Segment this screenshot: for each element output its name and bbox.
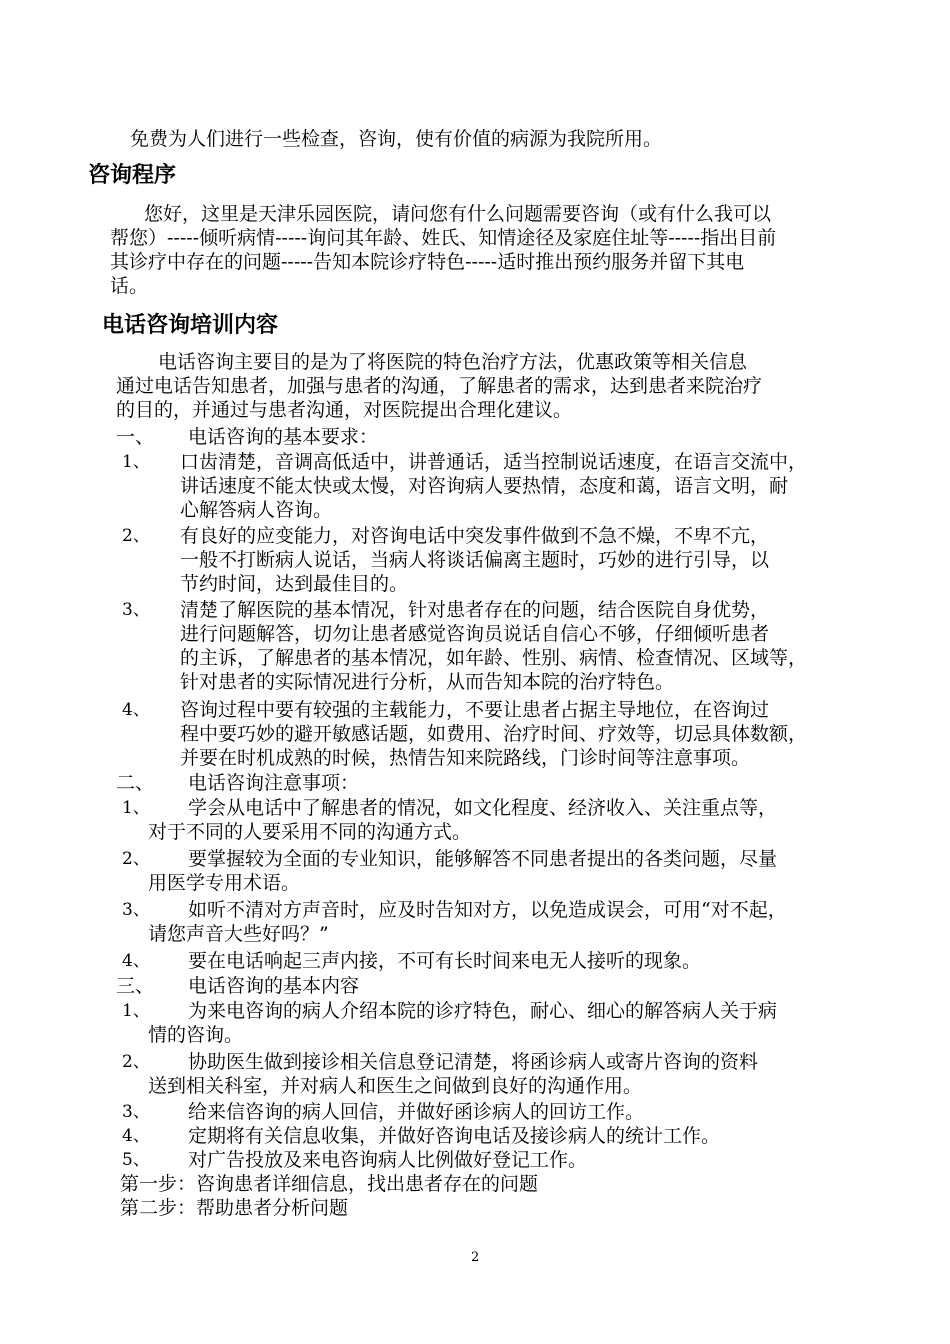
part1-item1-line: 心解答病人咨询。 [180,499,333,521]
part1-item3-number: 3、 [122,600,150,620]
part3-item5-line: 对广告投放及来电咨询病人比例做好登记工作。 [188,1149,588,1171]
procedure-line: 其诊疗中存在的问题-----告知本院诊疗特色-----适时推出预约服务并留下其电 [110,251,745,273]
part2-item2-number: 2、 [122,849,150,869]
training-intro-line: 电话咨询主要目的是为了将医院的特色治疗方法，优惠政策等相关信息 [158,351,748,373]
part2-item1-line: 学会从电话中了解患者的情况，如文化程度、经济收入、关注重点等， [188,797,778,819]
part3-item3-number: 3、 [122,1102,150,1122]
part2-item3-line: 如听不清对方声音时，应及时告知对方，以免造成误会，可用“对不起， [188,899,787,921]
part2-title: 电话咨询注意事项： [188,772,360,794]
heading-phone-training: 电话咨询培训内容 [102,313,279,338]
step-two: 第二步：帮助患者分析问题 [120,1197,349,1219]
part1-item4-line: 咨询过程中要有较强的主载能力，不要让患者占据主导地位，在咨询过 [180,699,770,721]
part1-item4-line: 程中要巧妙的避开敏感话题，如费用、治疗时间、疗效等，切忌具体数额， [180,723,808,745]
part2-item4-line: 要在电话响起三声内接，不可有长时间来电无人接听的现象。 [188,950,702,972]
training-intro-line: 通过电话告知患者，加强与患者的沟通，了解患者的需求，达到患者来院治疗 [116,375,763,397]
heading-consult-procedure: 咨询程序 [88,163,177,188]
part1-item3-line: 针对患者的实际情况进行分析，从而告知本院的治疗特色。 [180,671,675,693]
part1-item2-number: 2、 [122,526,150,546]
part3-item2-line: 协助医生做到接诊相关信息登记清楚，将函诊病人或寄片咨询的资料 [188,1051,759,1073]
part3-number: 三、 [116,975,155,997]
part3-item4-number: 4、 [122,1126,150,1146]
part3-item1-line: 情的咨询。 [148,1024,244,1046]
part1-item2-line: 有良好的应变能力，对咨询电话中突发事件做到不急不燥，不卑不亢， [180,525,770,547]
part1-item3-line: 清楚了解医院的基本情况，针对患者存在的问题，结合医院自身优势， [180,599,770,621]
part1-item2-line: 节约时间，达到最佳目的。 [180,573,409,595]
part2-item2-line: 要掌握较为全面的专业知识，能够解答不同患者提出的各类问题，尽量 [188,848,778,870]
procedure-line: 帮您）-----倾听病情-----询问其年龄、姓氏、知情途径及家庭住址等-----指出目前 [110,227,777,249]
part3-item1-line: 为来电咨询的病人介绍本院的诊疗特色，耐心、细心的解答病人关于病 [188,1000,778,1022]
intro-text: 免费为人们进行一些检查，咨询，使有价值的病源为我院所用。 [130,128,663,150]
training-intro-line: 的目的，并通过与患者沟通，对医院提出合理化建议。 [116,399,573,421]
part2-item4-number: 4、 [122,951,150,971]
part2-item3-line: 请您声音大些好吗？” [148,923,329,945]
part2-item1-line: 对于不同的人要采用不同的沟通方式。 [148,821,472,843]
part2-item2-line: 用医学专用术语。 [148,872,301,894]
part2-item1-number: 1、 [122,798,150,818]
part3-item3-line: 给来信咨询的病人回信，并做好函诊病人的回访工作。 [188,1101,645,1123]
part1-item1-line: 口齿清楚，音调高低适中，讲普通话，适当控制说话速度，在语言交流中， [180,451,808,473]
part3-item4-line: 定期将有关信息收集，并做好咨询电话及接诊病人的统计工作。 [188,1125,721,1147]
part1-item4-number: 4、 [122,700,150,720]
part3-title: 电话咨询的基本内容 [188,975,360,997]
part1-item3-line: 的主诉，了解患者的基本情况，如年龄、性别、病情、检查情况、区域等， [180,647,808,669]
part1-item4-line: 并要在时机成熟的时候，热情告知来院路线，门诊时间等注意事项。 [180,747,751,769]
part3-item5-number: 5、 [122,1150,150,1170]
part1-number: 一、 [116,426,155,448]
part3-item1-number: 1、 [122,1001,150,1021]
step-one: 第一步：咨询患者详细信息，找出患者存在的问题 [120,1173,539,1195]
procedure-line: 您好，这里是天津乐园医院，请问您有什么问题需要咨询（或有什么我可以 [144,203,772,225]
part1-item2-line: 一般不打断病人说话，当病人将谈话偏离主题时，巧妙的进行引导，以 [180,549,770,571]
part2-number: 二、 [116,772,155,794]
part2-item3-number: 3、 [122,900,150,920]
page-number: 2 [471,1250,480,1265]
part1-title: 电话咨询的基本要求： [188,426,379,448]
part1-item3-line: 进行问题解答，切勿让患者感觉咨询员说话自信心不够，仔细倾听患者 [180,623,770,645]
part3-item2-number: 2、 [122,1052,150,1072]
part3-item2-line: 送到相关科室，并对病人和医生之间做到良好的沟通作用。 [148,1075,643,1097]
procedure-line: 话。 [110,275,149,297]
part1-item1-number: 1、 [122,452,150,472]
part1-item1-line: 讲话速度不能太快或太慢，对咨询病人要热情，态度和蔼，语言文明，耐 [180,475,789,497]
